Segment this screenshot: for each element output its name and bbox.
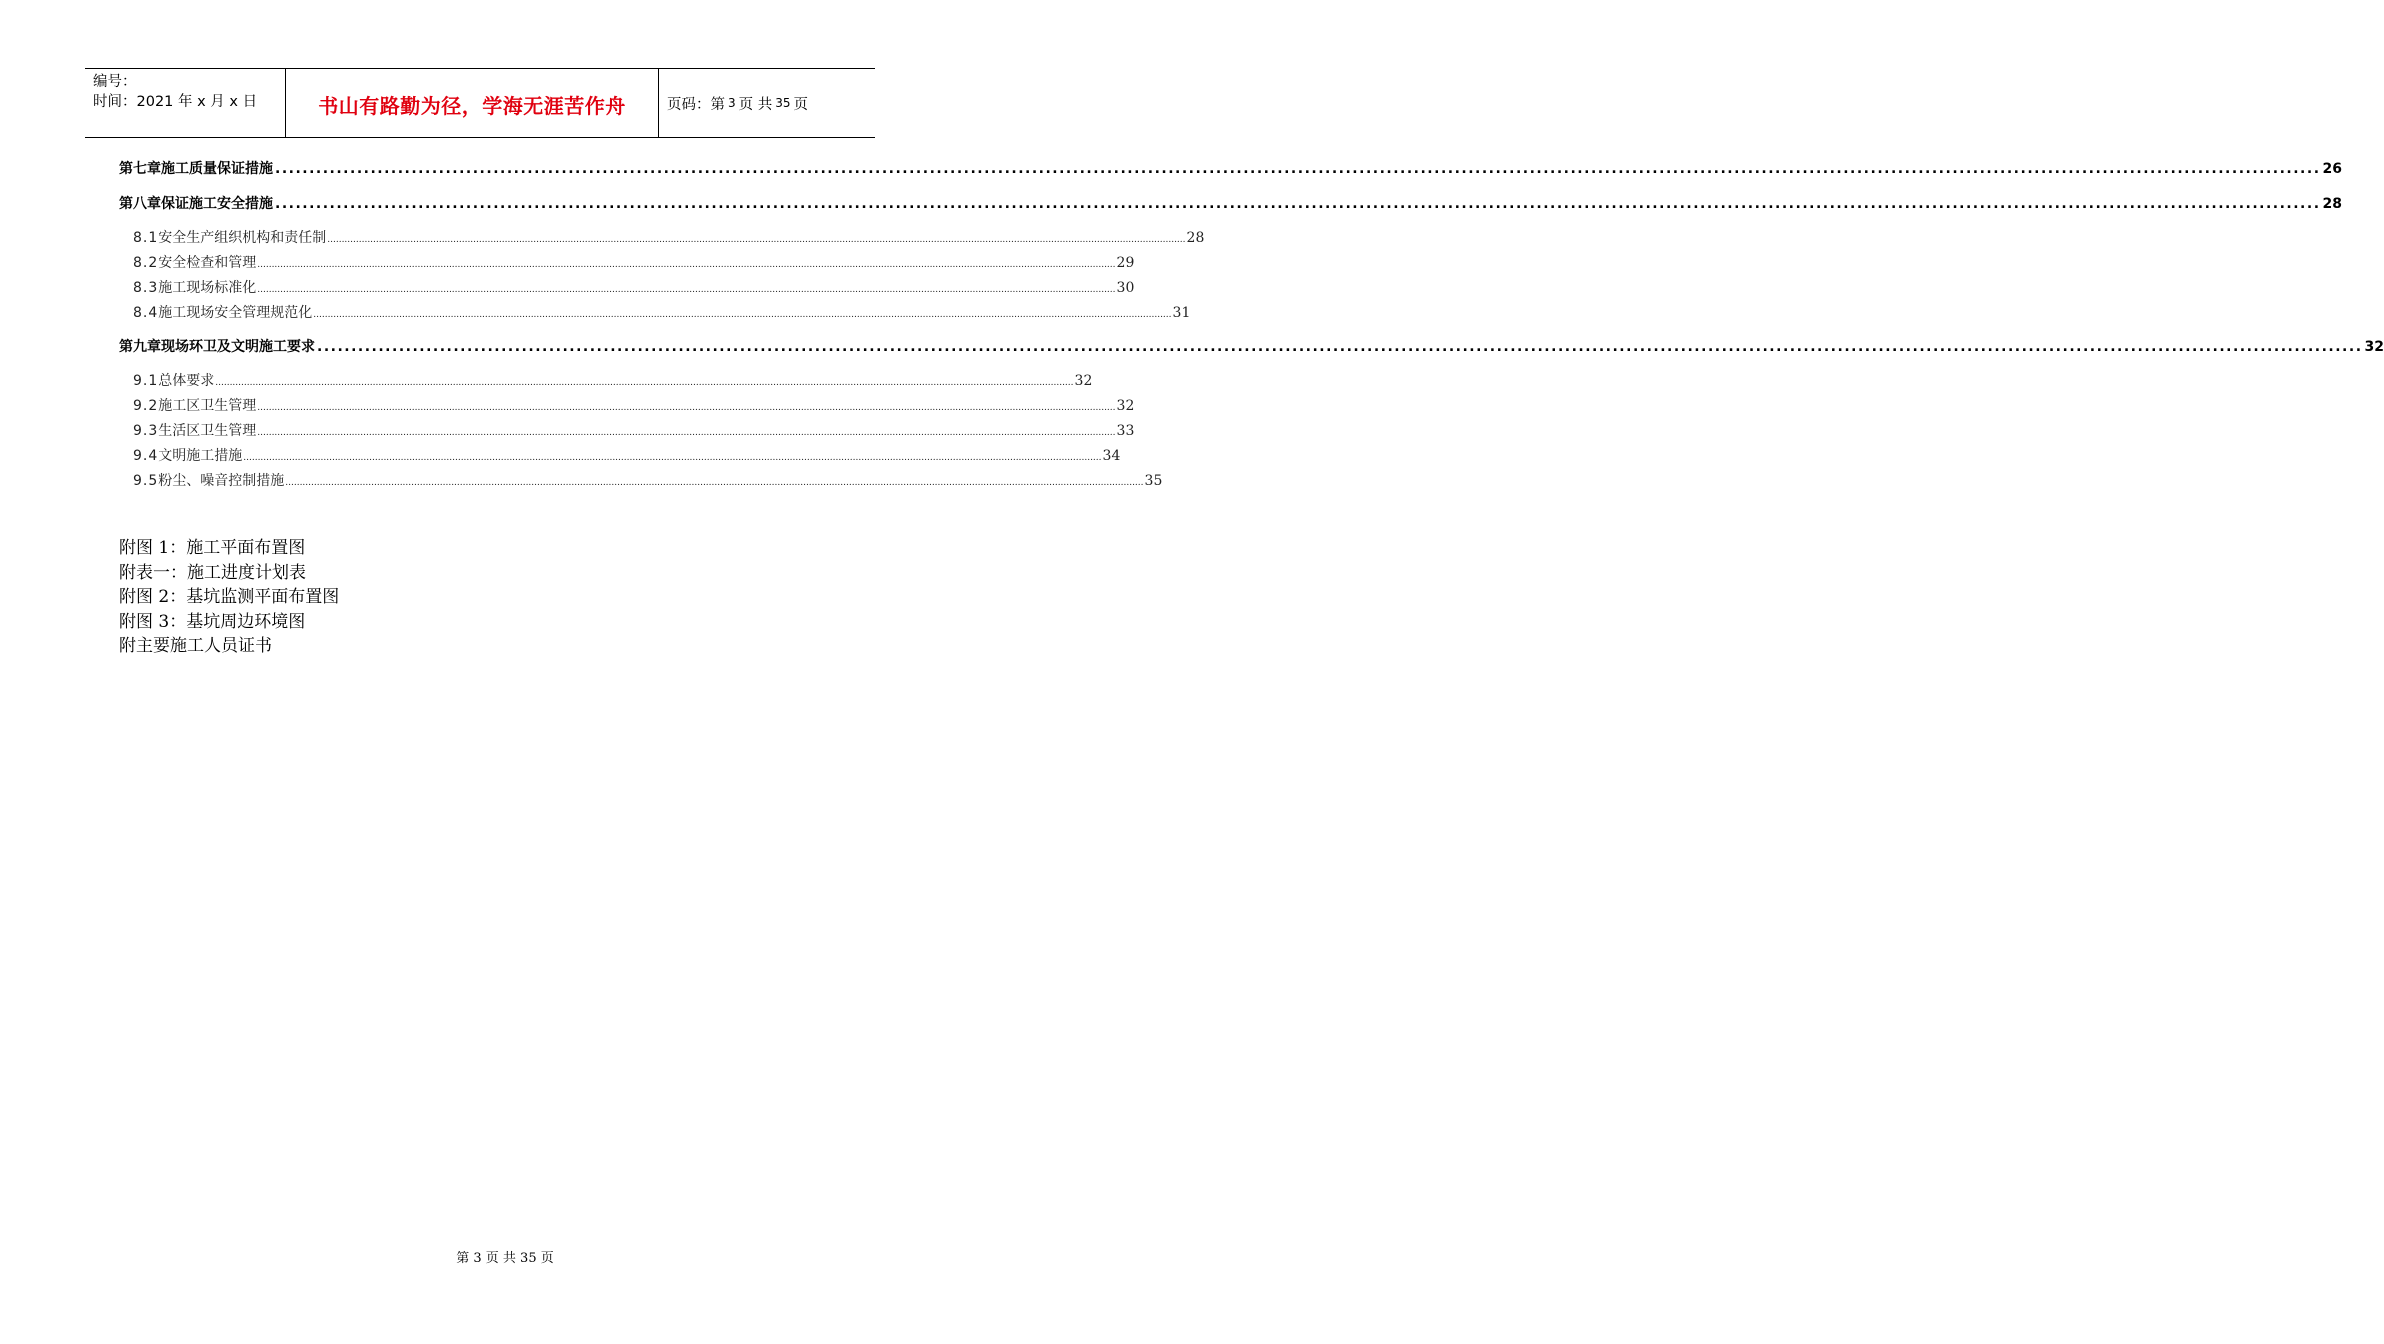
toc-entry-page: 26 (2322, 161, 2342, 177)
toc-section-entry[interactable] (119, 252, 1135, 272)
header-meta (85, 69, 286, 137)
toc-entry-number: 9.2 (133, 398, 159, 414)
toc-entry-page: 35 (1144, 473, 1163, 489)
toc-entry-number: 第九章 (119, 339, 161, 355)
toc-dot-leader: ............................................................................................................................................................................................................................................................................................................ (327, 235, 1186, 245)
appendix-item: 附图 3：基坑周边环境图 (119, 611, 306, 632)
toc-dot-leader: ............................................................................................................................................................................................................................................................................................................ (257, 428, 1116, 438)
page-label-prefix: 页码：第 (667, 96, 725, 113)
toc-entry-page: 31 (1172, 305, 1191, 321)
toc-entry-title: 施工区卫生管理 (158, 398, 257, 414)
appendix-item: 附主要施工人员证书 (119, 636, 272, 656)
toc-chapter-entry[interactable] (119, 336, 2384, 356)
toc-entry-number: 9.1 (133, 373, 159, 389)
toc-entry-page: 28 (1186, 230, 1205, 246)
toc-dot-leader: ............................................................................................................................................................................................................................................................................................................ (275, 196, 2321, 212)
toc-dot-leader: ............................................................................................................................................................................................................................................................................................................ (243, 453, 1102, 463)
toc-entry-page: 30 (1116, 280, 1135, 296)
toc-entry-title: 生活区卫生管理 (158, 423, 257, 439)
toc-section-entry[interactable] (119, 470, 1163, 490)
toc-dot-leader: ............................................................................................................................................................................................................................................................................................................ (257, 403, 1116, 413)
appendix-item: 附图 2：基坑监测平面布置图 (119, 587, 340, 607)
toc-chapter-entry[interactable] (119, 158, 2342, 178)
toc-entry-number: 9.4 (133, 448, 159, 464)
page-current: 3 (728, 96, 736, 110)
toc-entry-page: 32 (1074, 373, 1093, 389)
toc-dot-leader: ............................................................................................................................................................................................................................................................................................................ (275, 161, 2321, 177)
toc-section-entry[interactable] (119, 445, 1121, 465)
toc-entry-title: 安全检查和管理 (158, 255, 257, 271)
document-number-label: 编号： (93, 74, 137, 90)
document-time-label: 时间：2021 年 x 月 x 日 (93, 94, 258, 110)
toc-entry-number: 8.4 (133, 305, 159, 321)
toc-entry-title: 文明施工措施 (158, 448, 243, 464)
toc-entry-number: 第八章 (119, 196, 161, 212)
toc-dot-leader: ............................................................................................................................................................................................................................................................................................................ (317, 339, 2363, 355)
toc-entry-title: 安全生产组织机构和责任制 (158, 230, 327, 246)
toc-entry-number: 第七章 (119, 161, 161, 177)
appendix-list (119, 536, 339, 659)
toc-section-entry[interactable] (119, 302, 1191, 322)
toc-entry-number: 8.1 (133, 230, 159, 246)
toc-entry-title: 现场环卫及文明施工要求 (161, 339, 315, 355)
toc-entry-title: 粉尘、噪音控制措施 (158, 473, 285, 489)
page-label-suffix: 页 (793, 96, 809, 113)
toc-entry-number: 8.2 (133, 255, 159, 271)
toc-entry-title: 总体要求 (158, 373, 215, 389)
toc-entry-page: 32 (1116, 398, 1135, 414)
toc-dot-leader: ............................................................................................................................................................................................................................................................................................................ (257, 285, 1116, 295)
page-total: 35 (775, 96, 791, 110)
header-page-indicator (659, 69, 875, 137)
toc-section-entry[interactable] (119, 277, 1135, 297)
page-header (85, 68, 875, 138)
toc-entry-title: 施工现场安全管理规范化 (158, 305, 313, 321)
toc-section-entry[interactable] (119, 370, 1093, 390)
page-footer: 第 3 页 共 35 页 (456, 1251, 554, 1266)
toc-section-entry[interactable] (119, 395, 1135, 415)
toc-entry-page: 29 (1116, 255, 1135, 271)
page-label-mid: 页 共 (738, 96, 773, 113)
toc-chapter-entry[interactable] (119, 193, 2342, 213)
toc-entry-page: 34 (1102, 448, 1121, 464)
toc-dot-leader: ............................................................................................................................................................................................................................................................................................................ (313, 310, 1172, 320)
toc-entry-title: 施工现场标准化 (158, 280, 257, 296)
toc-dot-leader: ............................................................................................................................................................................................................................................................................................................ (257, 260, 1116, 270)
toc-section-entry[interactable] (119, 227, 1205, 247)
toc-entry-page: 32 (2364, 339, 2384, 355)
toc-entry-title: 保证施工安全措施 (161, 196, 273, 212)
toc-entry-title: 施工质量保证措施 (161, 161, 273, 177)
toc-section-entry[interactable] (119, 420, 1135, 440)
toc-entry-number: 9.5 (133, 473, 159, 489)
toc-entry-page: 33 (1116, 423, 1135, 439)
toc-dot-leader: ............................................................................................................................................................................................................................................................................................................ (215, 378, 1074, 388)
toc-entry-number: 9.3 (133, 423, 159, 439)
toc-entry-number: 8.3 (133, 280, 159, 296)
toc-dot-leader: ............................................................................................................................................................................................................................................................................................................ (285, 478, 1144, 488)
appendix-item: 附表一：施工进度计划表 (119, 562, 306, 583)
appendix-item: 附图 1：施工平面布置图 (119, 538, 306, 558)
header-motto: 书山有路勤为径，学海无涯苦作舟 (286, 69, 659, 137)
toc-entry-page: 28 (2322, 196, 2342, 212)
